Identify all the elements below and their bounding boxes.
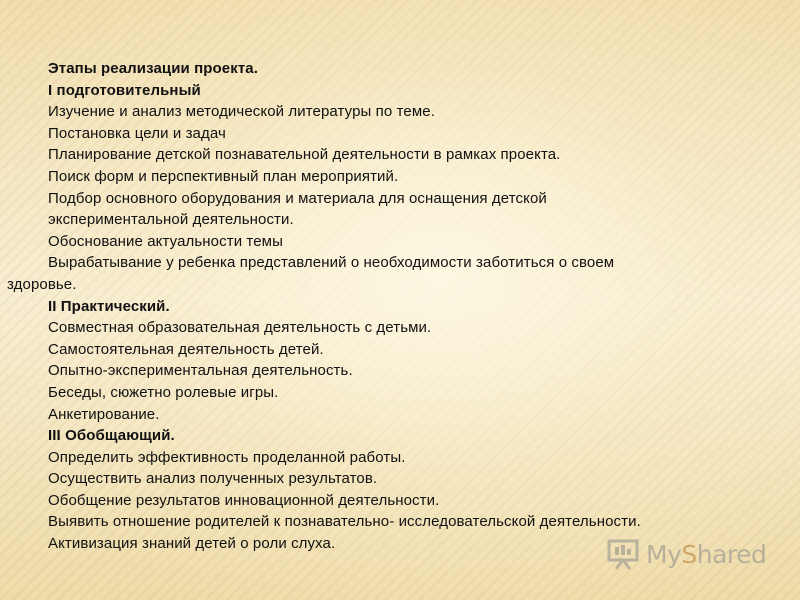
text-line: Поиск форм и перспективный план мероприятий.: [48, 167, 399, 185]
section-heading: III Обобщающий.: [48, 427, 175, 445]
section-heading: II Практический.: [48, 297, 170, 315]
text-line: Обобщение результатов инновационной деятельности.: [48, 491, 440, 509]
watermark-part-hared: hared: [696, 539, 767, 569]
text-line: Беседы, сюжетно ролевые игры.: [48, 383, 279, 401]
text-line: Анкетирование.: [48, 405, 160, 423]
section-heading: I подготовительный: [48, 81, 201, 99]
text-line: Осуществить анализ полученных результатов.: [48, 470, 378, 488]
text-line: Изучение и анализ методической литературы по теме.: [48, 103, 435, 121]
text-line: экспериментальной деятельности.: [48, 211, 294, 229]
text-line: Вырабатывание у ребенка представлений о необходимости заботиться о своем: [48, 254, 615, 272]
text-line: Постановка цели и задач: [48, 124, 226, 142]
watermark-text: [646, 540, 766, 569]
slide-content: [0, 58, 800, 555]
text-line: здоровье.: [7, 275, 77, 293]
text-line: Активизация знаний детей о роли слуха.: [48, 535, 336, 553]
text-line: Планирование детской познавательной деятельности в рамках проекта.: [48, 146, 561, 164]
text-line: Самостоятельная деятельность детей.: [48, 340, 324, 358]
presentation-board-icon: [606, 537, 640, 571]
text-line: Совместная образовательная деятельность с детьми.: [48, 319, 432, 337]
watermark-part-my: My: [646, 539, 682, 569]
text-line: Опытно-экспериментальная деятельность.: [48, 362, 353, 380]
section-heading: Этапы реализации проекта.: [48, 60, 259, 77]
watermark-part-s: S: [681, 539, 697, 569]
text-line: Подбор основного оборудования и материала для оснащения детской: [48, 189, 547, 207]
text-line: Выявить отношение родителей к познавательно- исследовательской деятельности.: [48, 513, 641, 531]
text-line: Определить эффективность проделанной работы.: [48, 448, 406, 466]
text-line: Обоснование актуальности темы: [48, 232, 283, 250]
myshared-watermark: [606, 536, 766, 572]
